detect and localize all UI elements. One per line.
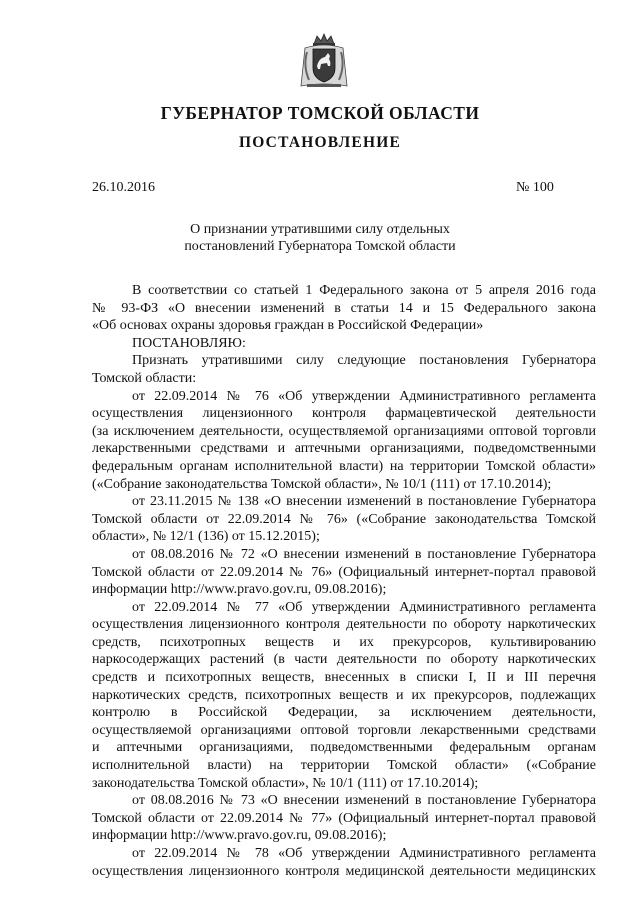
text-line: Томской области: [92, 370, 197, 386]
text-line: от 22.09.2014 № 78 «Об утверждении Административного регламента [132, 846, 596, 861]
text-line: наркотических средств, психотропных веществ и их прекурсоров, подлежащих [92, 687, 596, 703]
text-line: информации http://www.pravo.gov.ru, 09.08.2016); [92, 582, 387, 598]
text-line: контролю в Российской Федерации, за исключением деятельности, [92, 705, 596, 721]
document-subject [0, 221, 640, 255]
text-line: лекарственными средствами и аптечными организациями, подведомственными [92, 441, 596, 457]
text-line: В соответствии со статьей 1 Федерального закона от 5 апреля 2016 года [132, 283, 596, 298]
coat-of-arms-emblem [299, 32, 349, 90]
document-body [92, 282, 596, 880]
authority-title: ГУБЕРНАТОР ТОМСКОЙ ОБЛАСТИ [160, 103, 480, 123]
text-line: и аптечными организациями, подведомственными федеральным органам [92, 740, 596, 756]
text-line: средств и психотропных веществ, внесенных в списки I, II и III перечня [92, 670, 596, 686]
text-line: («Собрание законодательства Томской области», № 10/1 (111) от 17.10.2014); [92, 476, 552, 492]
text-line: от 22.09.2014 № 76 «Об утверждении Административного регламента [132, 388, 596, 404]
text-line: осуществления лицензионного контроля медицинской деятельности медицинских [92, 863, 596, 879]
document-type: ПОСТАНОВЛЕНИЕ [238, 134, 402, 151]
text-line: области», № 12/1 (136) от 15.12.2015); [92, 529, 320, 545]
subject-line: постановлений Губернатора Томской области [184, 239, 456, 254]
text-line: ПОСТАНОВЛЯЮ: [132, 335, 246, 351]
text-line: от 08.08.2016 № 73 «О внесении изменений в постановление Губернатора [132, 793, 596, 809]
text-line: «Об основах охраны здоровья граждан в Российской Федерации» [92, 318, 484, 334]
document-number: № 100 [516, 180, 554, 195]
text-line: Томской области от 22.09.2014 № 76» («Собрание законодательства Томской [92, 511, 596, 527]
subject-line: О признании утратившими силу отдельных [190, 222, 450, 237]
text-line: осуществления лицензионного контроля деятельности по обороту наркотических [92, 617, 596, 633]
text-line: (за исключением деятельности, осуществляемой организациями оптовой торговли [92, 423, 596, 439]
text-line: от 22.09.2014 № 77 «Об утверждении Административного регламента [132, 599, 596, 615]
text-line: от 23.11.2015 № 138 «О внесении изменений в постановление Губернатора [132, 494, 596, 510]
text-line: исполнительной власти) на территории Томской области» («Собрание [92, 758, 596, 774]
text-line: информации http://www.pravo.gov.ru, 09.08.2016); [92, 828, 387, 844]
text-line: осуществления лицензионного контроля фармацевтической деятельности [92, 406, 596, 422]
text-line: № 93-ФЗ «О внесении изменений в статьи 14 и 15 Федерального закона [92, 300, 596, 316]
text-line: законодательства Томской области», № 10/1 (111) от 17.10.2014); [92, 775, 479, 791]
text-line: федеральным органам исполнительной власти) на территории Томской области» [92, 458, 596, 474]
text-line: от 08.08.2016 № 72 «О внесении изменений в постановление Губернатора [132, 546, 596, 562]
text-line: осуществляемой организациями оптовой торговли лекарственными средствами [92, 722, 596, 738]
text-line: Томской области от 22.09.2014 № 76» (Официальный интернет-портал правовой [92, 564, 596, 580]
text-line: средств, психотропных веществ и их прекурсоров, культивированию [92, 634, 596, 650]
text-line: Признать утратившими силу следующие постановления Губернатора [132, 353, 596, 369]
document-date: 26.10.2016 [92, 180, 155, 195]
text-line: Томской области от 22.09.2014 № 77» (Официальный интернет-портал правовой [92, 810, 596, 826]
text-line: наркосодержащих растений (в части деятельности по обороту наркотических [92, 652, 596, 668]
